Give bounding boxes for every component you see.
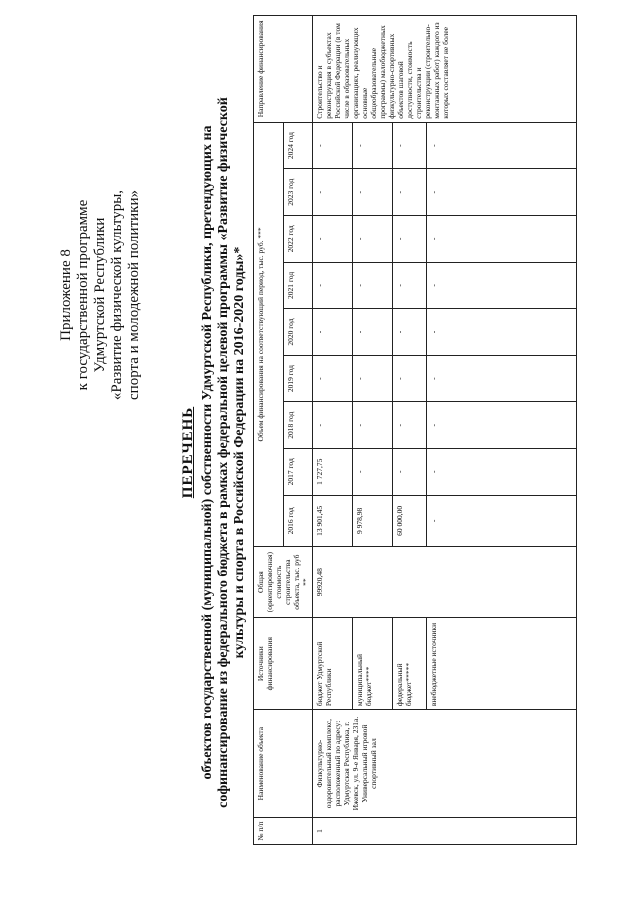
source-name: внебюджетные источники [427, 618, 577, 710]
appendix-line: «Развитие физической культуры, [109, 189, 125, 401]
header-year: 2017 год [283, 449, 313, 496]
value-cell: - [313, 122, 353, 169]
value-cell: - [353, 262, 393, 309]
value-cell: - [313, 309, 353, 356]
value-cell: - [427, 169, 577, 216]
header-year: 2022 год [283, 216, 313, 263]
value-cell: 60 000,00 [393, 495, 427, 546]
source-name: бюджет Удмуртской Республики [313, 618, 353, 710]
value-cell: - [427, 449, 577, 496]
value-cell: - [353, 449, 393, 496]
value-cell: - [393, 169, 427, 216]
header-year: 2018 год [283, 402, 313, 449]
value-cell: - [393, 122, 427, 169]
value-cell: - [427, 355, 577, 402]
header-year: 2019 год [283, 355, 313, 402]
value-cell: - [427, 495, 577, 546]
header-year: 2020 год [283, 309, 313, 356]
value-cell: - [353, 355, 393, 402]
value-cell: - [353, 309, 393, 356]
value-cell: - [313, 262, 353, 309]
value-cell: - [427, 216, 577, 263]
total-cost-cell: 99920,48 [313, 547, 577, 618]
value-cell: - [393, 262, 427, 309]
appendix-line: Удмуртской Республики [92, 217, 108, 373]
appendix-line: спорта и молодежной политики» [126, 190, 142, 400]
value-cell: - [313, 169, 353, 216]
value-cell: - [313, 216, 353, 263]
header-year: 2016 год [283, 495, 313, 546]
header-object-name: Наименование объекта [254, 710, 313, 818]
value-cell: - [353, 402, 393, 449]
value-cell: - [427, 309, 577, 356]
value-cell: - [353, 169, 393, 216]
value-cell: - [353, 122, 393, 169]
source-name: муниципальный бюджет**** [353, 618, 393, 710]
appendix-line: Приложение 8 [58, 249, 74, 341]
value-cell: - [427, 262, 577, 309]
value-cell: - [313, 355, 353, 402]
table-row [313, 16, 353, 845]
title-subtitle: объектов государственной (муниципальной) собственности Удмуртской Республики, претендующих на софинансирование из федерального бюджета в рамках федеральной целевой программы «Развитие физической культуры и спорта в Российской Федерации на 2016-2020 годы»* [200, 97, 247, 808]
document-title [180, 0, 248, 905]
header-total-cost: Общая (ориентировочная) стоимость строительства объекта, тыс. руб ** [254, 547, 313, 618]
value-cell: - [393, 216, 427, 263]
header-num: № п/п [254, 818, 313, 845]
header-volume: Объем финансирования на соответствующий период, тыс. руб. *** [254, 122, 284, 546]
value-cell: - [393, 355, 427, 402]
header-year: 2024 год [283, 122, 313, 169]
title-heading: ПЕРЕЧЕНЬ [180, 406, 196, 499]
direction-cell: Строительство и реконструкция в субъектах Российской Федерации (в том числе в образовательных организациях, реализующих основные общеобразовательные программы) малобюджетных физкультурно-спортивных объектов шаговой доступности, стоимость строительства и реконструкции (строительно-монтажных работ) каждого из которых составляет не более [313, 16, 577, 123]
value-cell: - [427, 402, 577, 449]
value-cell: - [353, 216, 393, 263]
value-cell: 13 901,45 [313, 495, 353, 546]
value-cell: - [393, 309, 427, 356]
value-cell: 1 727,75 [313, 449, 353, 496]
source-name: федеральный бюджет***** [393, 618, 427, 710]
row-num: 1 [313, 818, 577, 845]
appendix-line: к государственной программе [75, 199, 91, 391]
value-cell: - [313, 402, 353, 449]
header-row [254, 16, 284, 845]
header-year: 2023 год [283, 169, 313, 216]
funding-table [253, 15, 577, 845]
appendix-block [58, 135, 143, 455]
value-cell: - [393, 402, 427, 449]
header-sources: Источники финансирования [254, 618, 313, 710]
object-name-cell: Физкультурно-оздоровительный комплекс, расположенный по адресу: Удмуртская Республика, г. Ижевск, ул. 9-е Января, 231а. Универсальный игровой спортивный зал [313, 710, 577, 818]
header-year: 2021 год [283, 262, 313, 309]
value-cell: - [393, 449, 427, 496]
value-cell: 9 978,98 [353, 495, 393, 546]
header-direction: Направление финансирования [254, 16, 313, 123]
value-cell: - [427, 122, 577, 169]
